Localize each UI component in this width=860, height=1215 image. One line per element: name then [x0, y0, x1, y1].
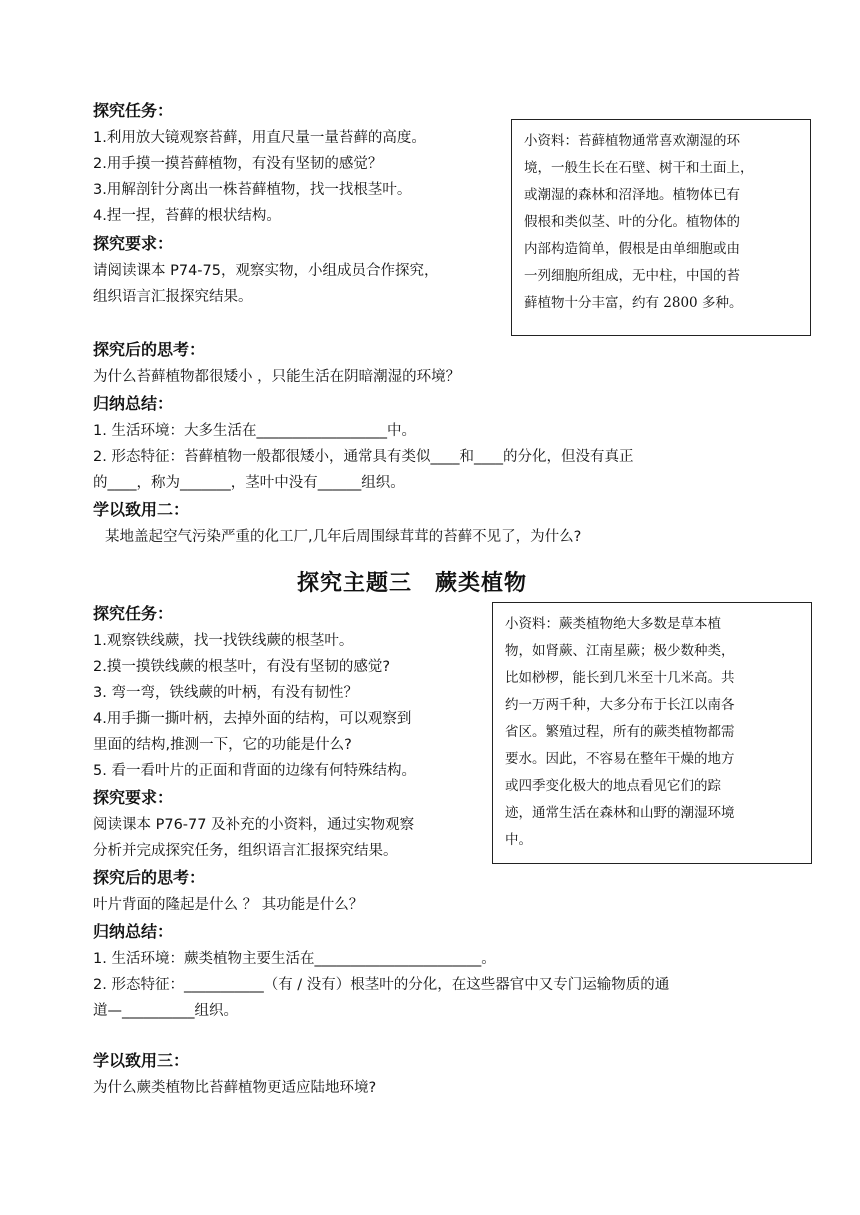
- section1-task-1: 1.利用放大镜观察苔藓，用直尺量一量苔藓的高度。: [93, 130, 426, 146]
- fern-info-line: 省区。繁殖过程，所有的蕨类植物都需: [505, 724, 735, 740]
- section2-title: 探究主题三 蕨类植物: [297, 571, 528, 596]
- section1-req-line-2: 组织语言汇报探究结果。: [93, 289, 253, 305]
- moss-info-line: 藓植物十分丰富，约有 2800 多种。: [524, 295, 743, 311]
- moss-info-line: 或潮湿的森林和沼泽地。植物体已有: [524, 187, 740, 203]
- section2-task-2: 2.摸一摸铁线蕨的根茎叶，有没有坚韧的感觉?: [93, 659, 391, 675]
- fern-info-line: 要水。因此，不容易在整年干燥的地方: [505, 751, 735, 767]
- fern-info-line: 物，如肾蕨、江南星蕨；极少数种类，: [505, 643, 735, 659]
- section1-summary-line-3: 的____，称为_______，茎叶中没有______组织。: [93, 475, 405, 491]
- section2-summary-line-2: 2. 形态特征：___________（有 / 没有）根茎叶的分化，在这些器官中又专门运输物质的通: [93, 977, 670, 993]
- section1-tasks-heading: 探究任务：: [93, 101, 174, 120]
- section1-apply-heading: 学以致用二：: [93, 500, 190, 519]
- section1-task-4: 4.捏一捏，苔藓的根状结构。: [93, 208, 281, 224]
- section2-req-line-2: 分析并完成探究任务，组织语言汇报探究结果。: [93, 843, 398, 859]
- fern-info-line: 迹，通常生活在森林和山野的潮湿环境: [505, 805, 735, 821]
- moss-info-line: 内部构造简单，假根是由单细胞或由: [524, 241, 740, 257]
- section2-task-1: 1.观察铁线蕨，找一找铁线蕨的根茎叶。: [93, 633, 354, 649]
- section2-task-3: 3. 弯一弯，铁线蕨的叶柄，有没有韧性？: [93, 685, 358, 701]
- section2-task-4-cont: 里面的结构,推测一下，它的功能是什么?: [93, 737, 352, 753]
- section2-summary-line-3: 道—__________组织。: [93, 1003, 238, 1019]
- moss-info-line: 境，一般生长在石壁、树干和土面上，: [524, 160, 754, 176]
- fern-info-line: 约一万两千种，大多分布于长江以南各: [505, 697, 735, 713]
- fern-info-line: 比如桫椤，能长到几米至十几米高。共: [505, 670, 735, 686]
- section1-req-heading: 探究要求：: [93, 234, 174, 253]
- section1-think-heading: 探究后的思考：: [93, 340, 206, 359]
- section1-apply-text: 某地盖起空气污染严重的化工厂,几年后周围绿茸茸的苔藓不见了，为什么?: [105, 529, 582, 545]
- section1-req-line-1: 请阅读课本 P74-75，观察实物，小组成员合作探究，: [93, 263, 439, 279]
- section2-req-heading: 探究要求：: [93, 788, 174, 807]
- section2-apply-heading: 学以致用三：: [93, 1051, 190, 1070]
- section1-think-text: 为什么苔藓植物都很矮小 ，只能生活在阴暗潮湿的环境？: [93, 369, 461, 385]
- moss-info-box: [511, 119, 811, 336]
- fern-info-line: 小资料：蕨类植物绝大多数是草本植: [505, 616, 721, 632]
- section1-summary-line-1: 1. 生活环境：大多生活在__________________中。: [93, 423, 416, 439]
- section2-task-5: 5. 看一看叶片的正面和背面的边缘有何特殊结构。: [93, 763, 416, 779]
- section1-summary-heading: 归纳总结：: [93, 394, 174, 413]
- section2-apply-text: 为什么蕨类植物比苔藓植物更适应陆地环境?: [93, 1080, 377, 1096]
- section1-summary-line-2: 2. 形态特征：苔藓植物一般都很矮小，通常具有类似____和____的分化，但没有真正: [93, 449, 634, 465]
- fern-info-line: 或四季变化极大的地点看见它们的踪: [505, 778, 721, 794]
- section2-task-4: 4.用手撕一撕叶柄，去掉外面的结构，可以观察到: [93, 711, 412, 727]
- fern-info-box: [492, 602, 812, 864]
- section2-summary-heading: 归纳总结：: [93, 922, 174, 941]
- moss-info-line: 一列细胞所组成，无中柱，中国的苔: [524, 268, 740, 284]
- moss-info-line: 假根和类似茎、叶的分化。植物体的: [524, 214, 740, 230]
- section2-think-text: 叶片背面的隆起是什么 ？ 其功能是什么？: [93, 897, 364, 913]
- section2-req-line-1: 阅读课本 P76-77 及补充的小资料，通过实物观察: [93, 817, 415, 833]
- section1-task-3: 3.用解剖针分离出一株苔藓植物，找一找根茎叶。: [93, 182, 412, 198]
- fern-info-line: 中。: [505, 832, 532, 848]
- section2-tasks-heading: 探究任务：: [93, 604, 174, 623]
- section1-task-2: 2.用手摸一摸苔藓植物，有没有坚韧的感觉？: [93, 156, 383, 172]
- section2-summary-line-1: 1. 生活环境：蕨类植物主要生活在_______________________。: [93, 951, 496, 967]
- moss-info-line: 小资料：苔藓植物通常喜欢潮湿的环: [524, 133, 740, 149]
- section2-think-heading: 探究后的思考：: [93, 868, 206, 887]
